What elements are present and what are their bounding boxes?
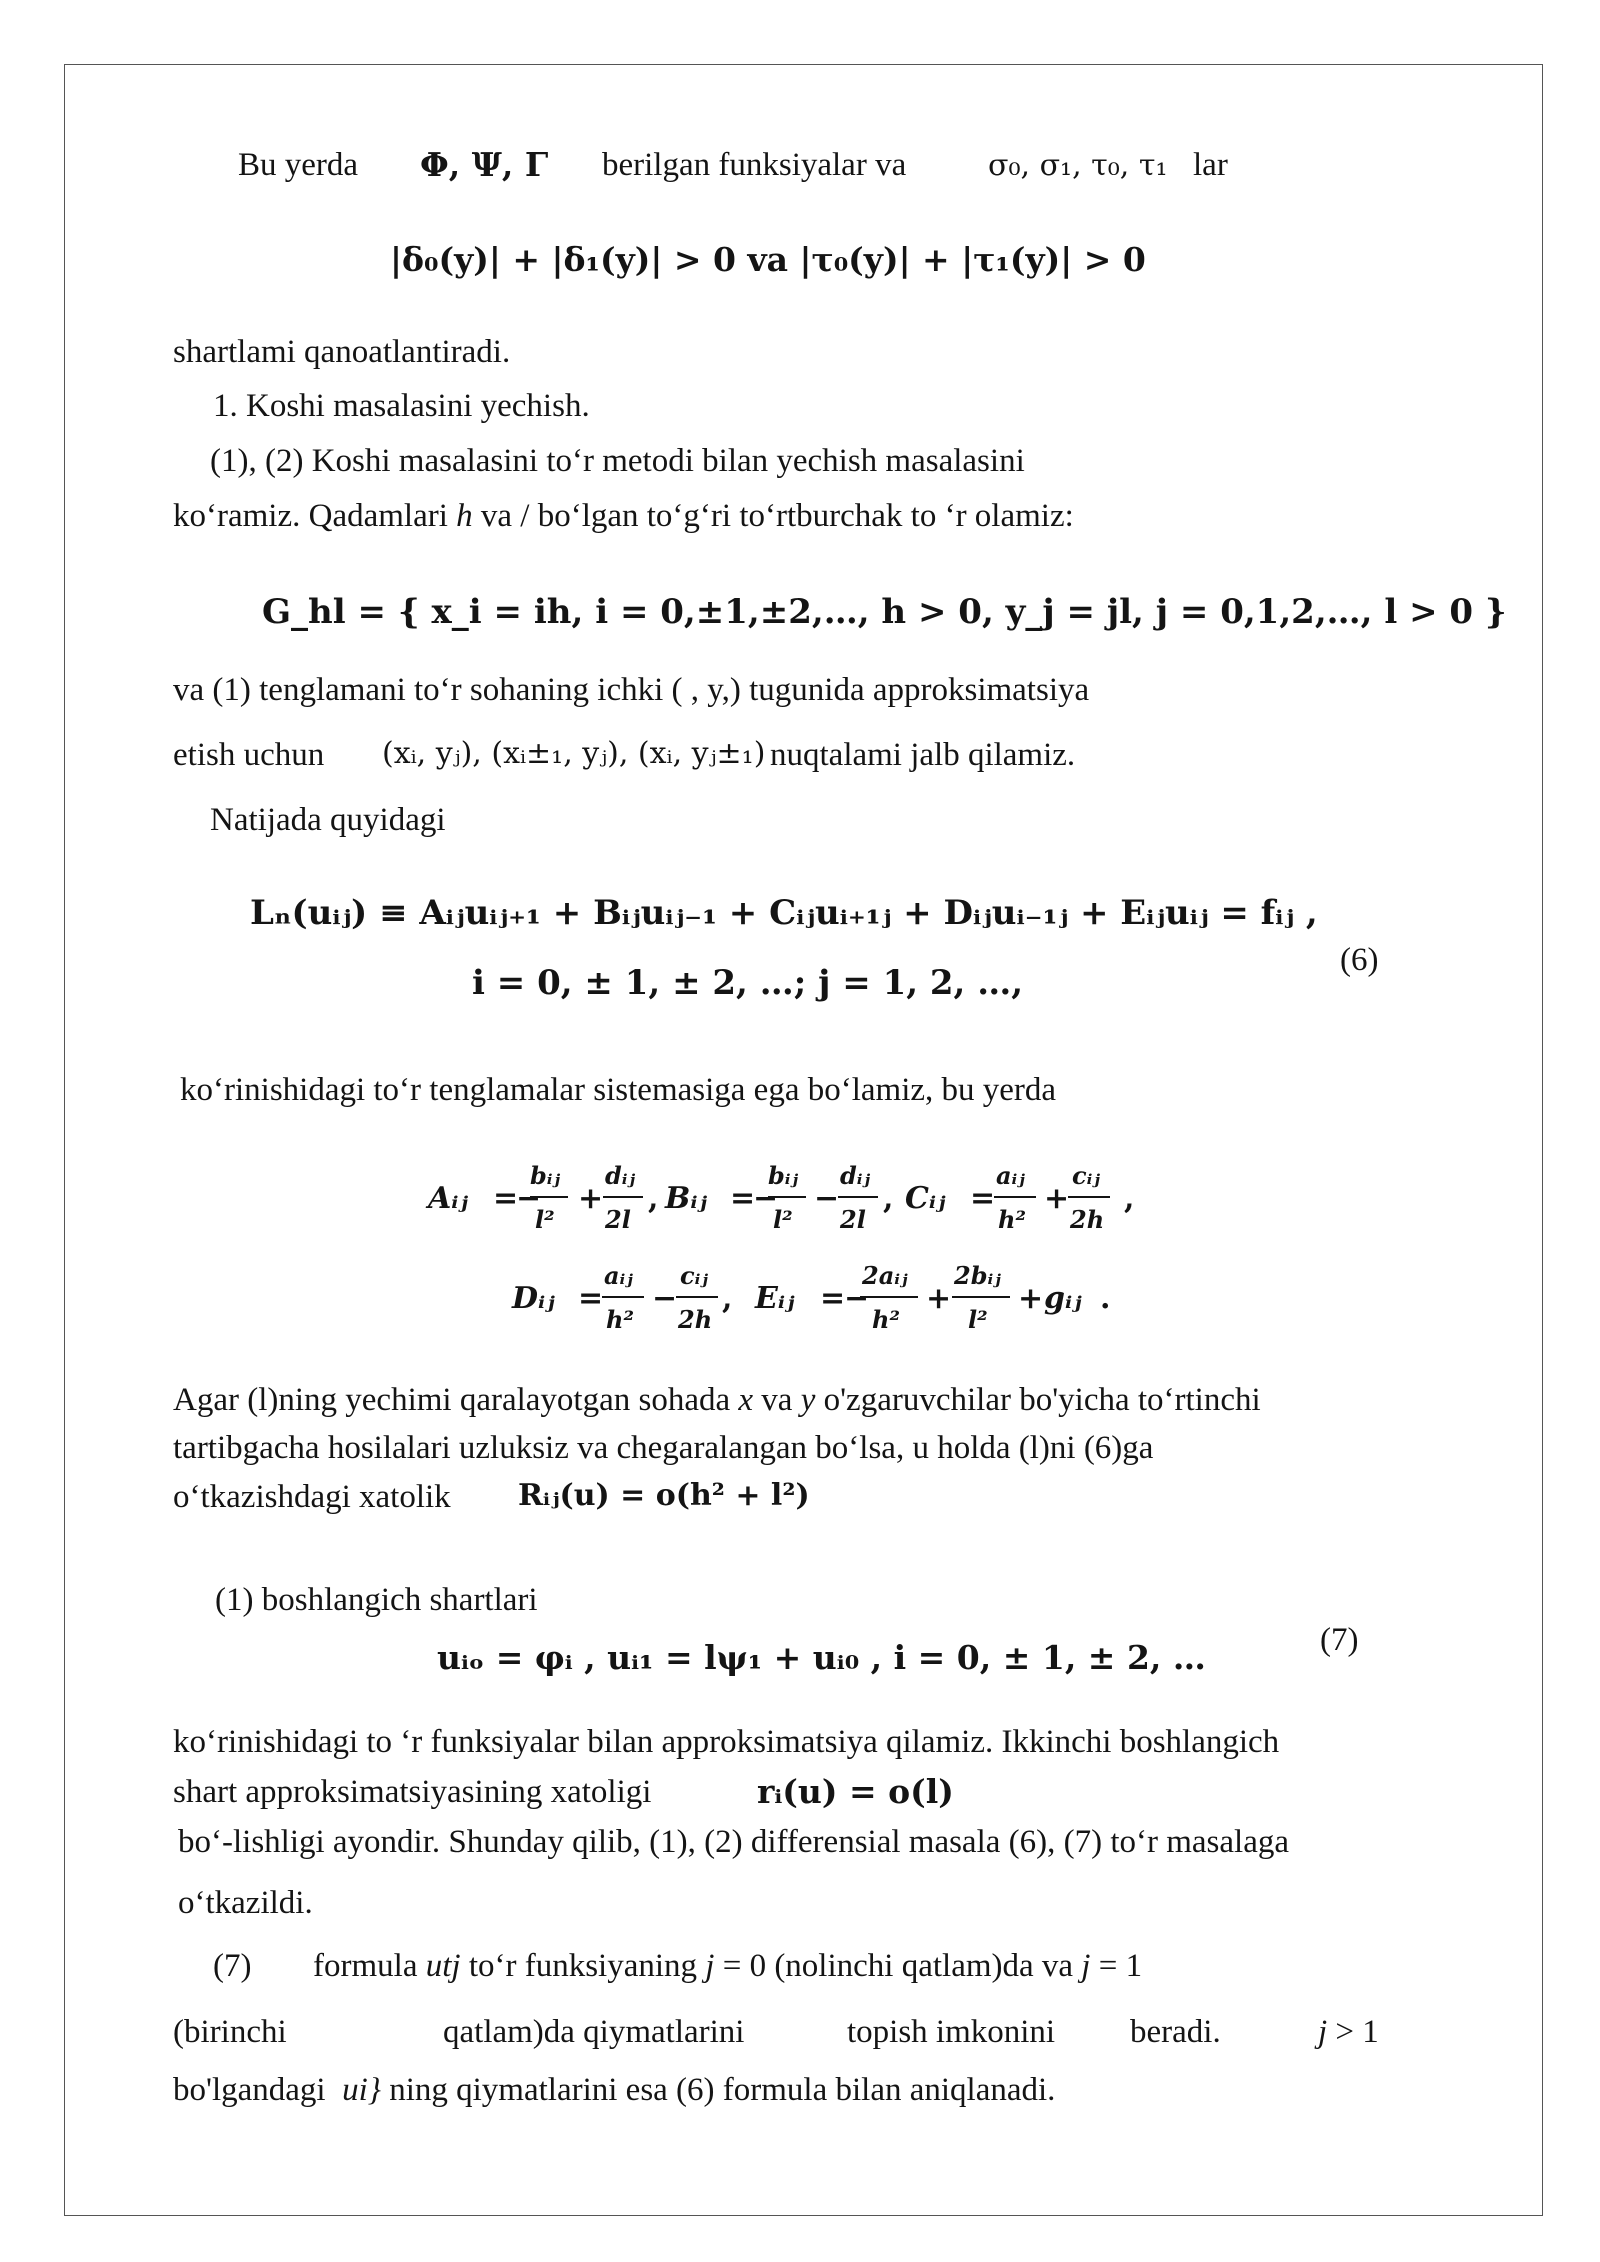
condition-formula: |δ₀(y)| + |δ₁(y)| > 0 va |τ₀(y)| + |τ₁(y)| > 0 — [390, 240, 1146, 279]
paragraph-line-text: etish uchun — [173, 737, 325, 773]
minus-sign: − — [652, 1281, 678, 1316]
l2-den: l² — [968, 1305, 988, 1334]
aij-num: aᵢⱼ — [996, 1161, 1025, 1190]
greek-functions-formula: Φ, Ψ, Γ — [420, 145, 549, 184]
text-run: topish imkonini — [847, 2014, 1056, 2050]
difference-equation-indices: i = 0, ± 1, ± 2, …; j = 1, 2, …, — [472, 963, 1024, 1003]
dij-num: dᵢⱼ — [605, 1161, 636, 1190]
bij-num: bᵢⱼ — [530, 1161, 561, 1190]
italic-j: j — [1081, 1948, 1091, 1984]
cij-num: cᵢⱼ — [680, 1261, 708, 1290]
D-symbol: Dᵢⱼ — [512, 1281, 555, 1316]
grid-formula: G_hl = { x_i = ih, i = 0,±1,±2,…, h > 0, y_j = jl, j = 0,1,2,…, l > 0 } — [262, 592, 1507, 632]
italic-j: j — [705, 1948, 715, 1984]
text-run: va — [761, 1382, 793, 1418]
italic-ui: ui} — [342, 2072, 381, 2108]
E-symbol: Eᵢⱼ — [755, 1281, 795, 1316]
l2-den: l² — [773, 1205, 793, 1234]
plus-sign: + — [1018, 1281, 1044, 1316]
equation-number-7: (7) — [1320, 1622, 1359, 1658]
dij-num: dᵢⱼ — [840, 1161, 871, 1190]
A-symbol: Aᵢⱼ — [428, 1181, 468, 1216]
paragraph-line: (1) boshlangich shartlari — [215, 1582, 538, 1618]
eq-sign: = — [578, 1281, 604, 1316]
eq-sign: = — [820, 1281, 846, 1316]
minus-sign: − — [516, 1181, 542, 1216]
aij-num: aᵢⱼ — [604, 1261, 633, 1290]
text-run: qatlam)da qiymatlarini — [443, 2014, 745, 2050]
2l-den: 2l — [840, 1205, 866, 1234]
text-run: (7) — [213, 1948, 252, 1984]
plus-sign: + — [1044, 1181, 1070, 1216]
paragraph-line-text: nuqtalami jalb qilamiz. — [770, 737, 1076, 773]
paragraph-line: tartibgacha hosilalari uzluksiz va chegaralangan bo‘lsa, u holda (l)ni (6)ga — [173, 1430, 1154, 1466]
B-symbol: Bᵢⱼ — [665, 1181, 707, 1216]
paragraph-line — [313, 1946, 1142, 1986]
paragraph-line — [173, 1380, 1261, 1420]
comma: , — [648, 1181, 659, 1216]
comma: , — [883, 1181, 894, 1216]
italic-y: y — [800, 1382, 816, 1418]
h2-den: h² — [872, 1305, 900, 1334]
paragraph-line — [173, 496, 1074, 536]
paragraph-line: o‘tkazildi. — [178, 1885, 313, 1921]
italic-x: x — [738, 1382, 754, 1418]
error-formula: Rᵢⱼ(u) = o(h² + l²) — [518, 1478, 810, 1513]
plus-sign: + — [578, 1181, 604, 1216]
minus-sign: − — [844, 1281, 870, 1316]
equation-number-6: (6) — [1340, 942, 1379, 978]
paragraph-line-text: o‘tkazishdagi xatolik — [173, 1479, 451, 1515]
minus-sign: − — [814, 1181, 840, 1216]
difference-equation-formula: Lₙ(uᵢⱼ) ≡ Aᵢⱼuᵢⱼ₊₁ + Bᵢⱼuᵢⱼ₋₁ + Cᵢⱼuᵢ₊₁ⱼ + Dᵢⱼuᵢ₋₁ⱼ + Eᵢⱼuᵢⱼ = fᵢⱼ , — [250, 893, 1318, 933]
C-symbol: Cᵢⱼ — [905, 1181, 946, 1216]
coefficient-formulas — [400, 1140, 1180, 1350]
comma: , — [1124, 1181, 1135, 1216]
eq-sign: = — [730, 1181, 756, 1216]
text-run: formula — [313, 1948, 418, 1984]
g-symbol: gᵢⱼ — [1044, 1281, 1082, 1316]
nodes-formula: (xᵢ, yⱼ), (xᵢ±₁, yⱼ), (xᵢ, yⱼ±₁) — [382, 736, 766, 771]
l2-den: l² — [535, 1205, 555, 1234]
text-run: o'zgaruvchilar bo'yicha to‘rtinchi — [823, 1382, 1261, 1418]
paragraph-line: bo‘-lishligi ayondir. Shunday qilib, (1), (2) differensial masala (6), (7) to‘r masalaga — [178, 1824, 1290, 1860]
text-run: = 0 (nolinchi qatlam)da va — [722, 1948, 1074, 1984]
text-run: to‘r funksiyaning — [468, 1948, 698, 1984]
eq-sign: = — [493, 1181, 519, 1216]
cij-num: cᵢⱼ — [1072, 1161, 1100, 1190]
section-heading: 1. Koshi masalasini yechish. — [213, 388, 590, 424]
2aij-num: 2aᵢⱼ — [862, 1261, 908, 1290]
h2-den: h² — [606, 1305, 634, 1334]
plus-sign: + — [926, 1281, 952, 1316]
eq-sign: = — [970, 1181, 996, 1216]
paragraph-line: (1), (2) Koshi masalasini to‘r metodi bilan yechish masalasini — [210, 443, 1025, 479]
paragraph-line: va (1) tenglamani to‘r sohaning ichki ( , y,) tugunida approksimatsiya — [173, 672, 1090, 708]
text-run: (birinchi — [173, 2014, 287, 2050]
paragraph-line — [1318, 2012, 1379, 2052]
text-run: Agar (l)ning yechimi qaralayotgan sohada — [173, 1382, 731, 1418]
period: . — [1100, 1281, 1111, 1316]
paragraph-line: shartlami qanoatlantiradi. — [173, 334, 511, 370]
2h-den: 2h — [1070, 1205, 1105, 1234]
intro-text-3: lar — [1193, 147, 1228, 183]
paragraph-line-text: shart approksimatsiyasining xatoligi — [173, 1774, 652, 1810]
2h-den: 2h — [678, 1305, 713, 1334]
h2-den: h² — [998, 1205, 1026, 1234]
minus-sign: − — [753, 1181, 779, 1216]
intro-text-2: berilgan funksiyalar va — [602, 147, 907, 183]
text-run: ning qiymatlarini esa (6) formula bilan aniqlanadi. — [389, 2072, 1056, 2108]
comma: , — [722, 1281, 733, 1316]
text-run: beradi. — [1130, 2014, 1221, 2050]
text-run: = 1 — [1098, 1948, 1143, 1984]
initial-conditions-formula: uᵢₒ = φᵢ , uᵢ₁ = lψ₁ + uᵢ₀ , i = 0, ± 1, ± 2, … — [437, 1638, 1206, 1677]
paragraph-line — [173, 2070, 1055, 2110]
intro-text: Bu yerda — [238, 147, 359, 183]
text-run: va / bo‘lgan to‘g‘ri to‘rtburchak to ‘r olamiz: — [480, 498, 1074, 534]
text-run: bo'lgandagi — [173, 2072, 326, 2108]
second-error-formula: rᵢ(u) = o(l) — [757, 1772, 954, 1811]
bij-num: bᵢⱼ — [768, 1161, 799, 1190]
italic-utj: utj — [425, 1948, 461, 1984]
2l-den: 2l — [605, 1205, 631, 1234]
italic-j: j — [1318, 2014, 1328, 2050]
paragraph-line: ko‘rinishidagi to‘r tenglamalar sistemasiga ega bo‘lamiz, bu yerda — [180, 1072, 1057, 1108]
text-run: ko‘ramiz. Qadamlari — [173, 498, 448, 534]
sigma-tau-formula: σ₀, σ₁, τ₀, τ₁ — [988, 148, 1168, 183]
text-run: > 1 — [1335, 2014, 1379, 2050]
italic-h: h — [456, 498, 473, 534]
2bij-num: 2bᵢⱼ — [954, 1261, 1001, 1290]
paragraph-line: Natijada quyidagi — [210, 802, 446, 838]
paragraph-line: ko‘rinishidagi to ‘r funksiyalar bilan approksimatsiya qilamiz. Ikkinchi boshlangich — [173, 1724, 1280, 1760]
